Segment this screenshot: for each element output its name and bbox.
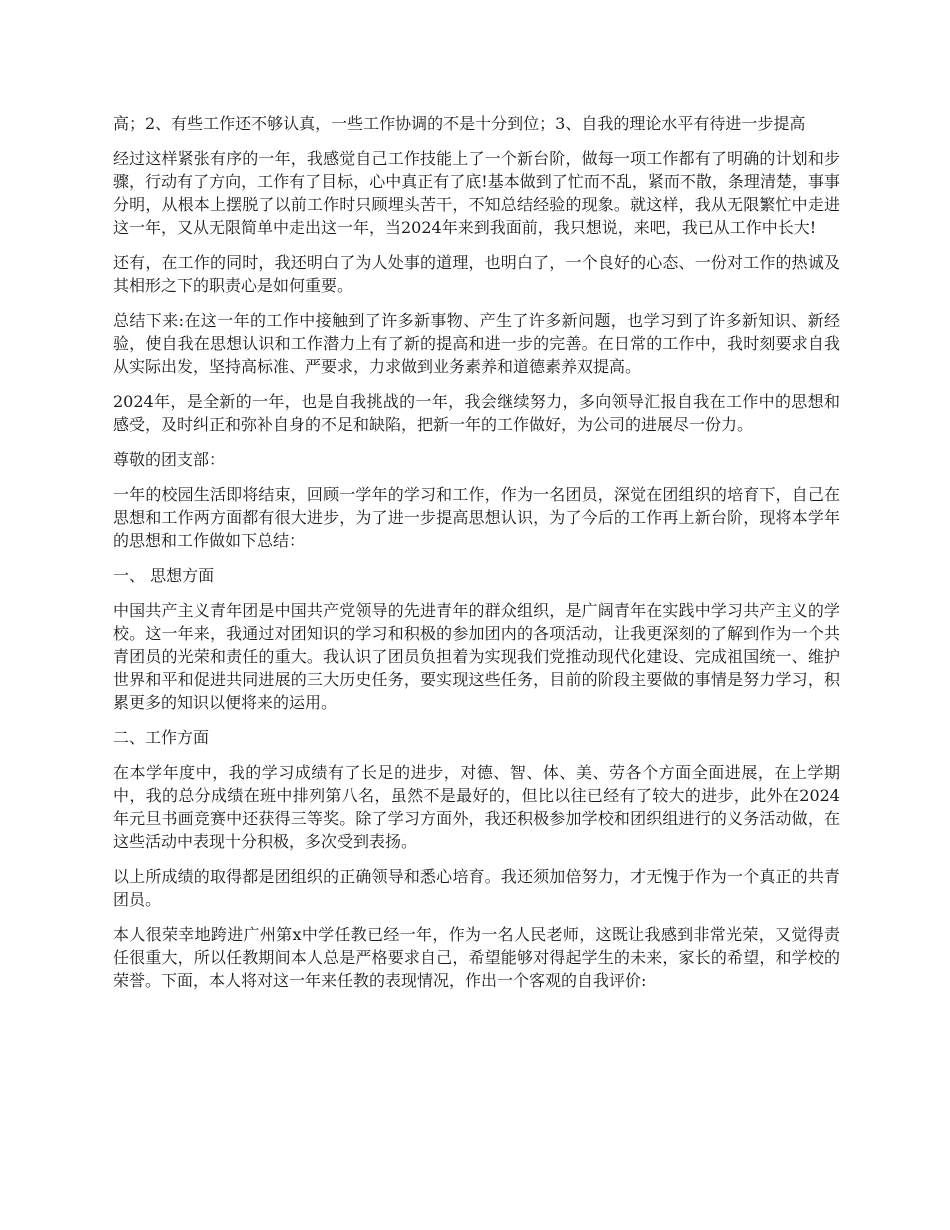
paragraph-5: 2024年，是全新的一年，也是自我挑战的一年，我会继续努力，多向领导汇报自我在工作中的思想和感受，及时纠正和弥补自身的不足和缺陷，把新一年的工作做好，为公司的进展尽一份力。 — [113, 392, 840, 434]
document-body — [113, 112, 840, 1004]
paragraph-9: 中国共产主义青年团是中国共产党领导的先进青年的群众组织，是广阔青年在实践中学习共产主义的学校。这一年来，我通过对团知识的学习和积极的参加团内的各项活动，让我更深刻的了解到作为一个共青团员的光荣和责任的重大。我认识了团员负担着为实现我们党推动现代化建设、完成祖国统一、维护世界和平和促进共同进展的三大历史任务，要实现这些任务，目前的阶段主要做的事情是努力学习，积累更多的知识以便将来的运用。 — [113, 601, 840, 712]
section-heading-thought: 一、 思想方面 — [113, 566, 215, 585]
paragraph-13: 本人很荣幸地跨进广州第x中学任教已经一年，作为一名人民老师，这既让我感到非常光荣，又觉得责任很重大，所以任教期间本人总是严格要求自己，希望能够对得起学生的未来，家长的希望，和学校的荣誉。下面，本人将对这一年来任教的表现情况，作出一个客观的自我评价: — [113, 925, 840, 990]
paragraph-7: 一年的校园生活即将结束，回顾一学年的学习和工作，作为一名团员，深觉在团组织的培育下，自己在思想和工作两方面都有很大进步，为了进一步提高思想认识，为了今后的工作再上新台阶，现将本学年的思想和工作做如下总结： — [113, 485, 840, 550]
paragraph-2: 经过这样紧张有序的一年，我感觉自己工作技能上了一个新台阶，做每一项工作都有了明确的计划和步骤，行动有了方向，工作有了目标，心中真正有了底!基本做到了忙而不乱，紧而不散，条理清楚，事事分明，从根本上摆脱了以前工作时只顾埋头苦干，不知总结经验的现象。就这样，我从无限繁忙中走进这一年，又从无限简单中走出这一年，当2024年来到我面前，我只想说，来吧，我已从工作中长大! — [113, 149, 840, 237]
paragraph-11: 在本学年度中，我的学习成绩有了长足的进步，对德、智、体、美、劳各个方面全面进展，在上学期中，我的总分成绩在班中排列第八名，虽然不是最好的，但比以往已经有了较大的进步，此外在2024年元旦书画竞赛中还获得三等奖。除了学习方面外，我还积极参加学校和团织组进行的义务活动做，在这些活动中表现十分积极，多次受到表扬。 — [113, 763, 840, 851]
paragraph-1: 高；2、有些工作还不够认真，一些工作协调的不是十分到位；3、自我的理论水平有待进一步提高 — [113, 114, 806, 133]
paragraph-4: 总结下来:在这一年的工作中接触到了许多新事物、产生了许多新问题，也学习到了许多新知识、新经验，使自我在思想认识和工作潜力上有了新的提高和进一步的完善。在日常的工作中，我时刻要求自我从实际出发，坚持高标准、严要求，力求做到业务素养和道德素养双提高。 — [113, 311, 840, 376]
paragraph-12: 以上所成绩的取得都是团组织的正确领导和悉心培育。我还须加倍努力，才无愧于作为一个真正的共青团员。 — [113, 867, 840, 909]
paragraph-3: 还有，在工作的同时，我还明白了为人处事的道理，也明白了，一个良好的心态、一份对工作的热诚及其相形之下的职责心是如何重要。 — [113, 253, 840, 295]
salutation: 尊敬的团支部： — [113, 450, 226, 469]
section-heading-work: 二、工作方面 — [113, 728, 210, 747]
